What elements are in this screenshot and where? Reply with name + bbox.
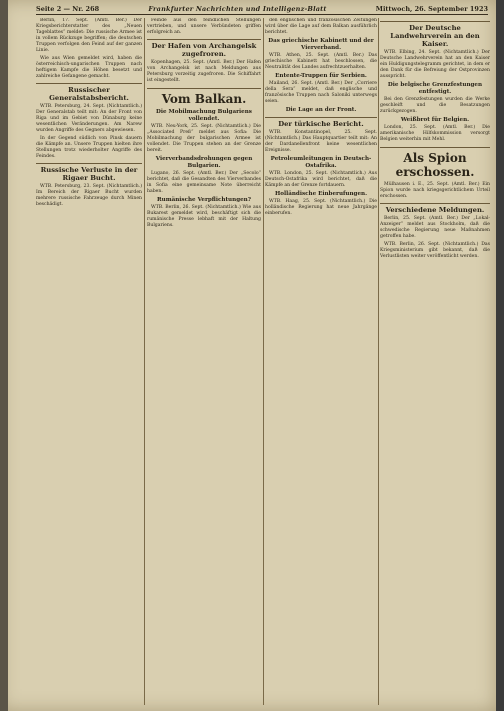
article-paragraph: WTB. Haag, 25. Sept. (Nichtamtlich.) Die holländische Regierung hat neue Jahrgänge einberufen. [265,199,377,216]
article-paragraph: Kopenhagen, 25. Sept. (Amtl. Ber.) Der Hafen von Archangelsk ist nach Meldungen aus Petersburg vorzeitig zugefroren. Die Schiffahrt ist eingestellt. [147,60,261,83]
article-headline: Das griechische Kabinett und der Vierverband. [268,38,374,51]
article-headline: Verschiedene Meldungen. [380,203,490,214]
article-paragraph: Lugano, 26. Sept. (Amtl. Ber.) Der „Secolo“ berichtet, daß die Gesandten des Vierverbandes in Sofia eine gemeinsame Note überreicht haben. [147,171,261,194]
scan-edge [496,0,504,711]
article-headline: Der Deutsche Landwehrverein an den Kaiser. [380,21,490,48]
article-paragraph: Bei den Grenzfestungen wurden die Werke geschleift und die Besatzungen zurückgezogen. [380,97,490,114]
article-paragraph: WTB. Berlin, 26. Sept. (Nichtamtlich.) Das Kriegsministerium gibt bekannt, daß die Verlustlisten weiter veröffentlicht werden. [380,242,490,259]
article-headline: Als Spion erschossen. [380,147,490,179]
article-paragraph: Mülhausen i. E., 25. Sept. (Amtl. Ber.) Ein Spion wurde nach kriegsgerichtlichem Urteil erschossen. [380,182,490,199]
article-headline: Holländische Einberufungen. [274,191,368,197]
article-paragraph: WTB. Petersburg, 23. Sept. (Nichtamtlich.) Im Bereich der Rigaer Bucht wurden mehrere russische Fahrzeuge durch Minen beschädigt. [36,184,142,207]
column-2 [147,18,261,707]
header-masthead: Frankfurter Nachrichten und Intelligenz-Blatt [148,5,327,13]
article-paragraph: Berlin, 17. Sept. (Amtl. Ber.) Der Kriegsberichterstatter des „Neuen Tageblattes“ meldet: Die russische Armee ist in vollem Rückzuge begriffen; die deutschen Truppen verfolgen den Feind auf der ganzen Linie. [36,18,142,53]
header-page-number: Seite 2 — Nr. 268 [36,5,100,13]
article-paragraph: Berlin, 25. Sept. (Amtl. Ber.) Der „Lokal-Anzeiger“ meldet aus Stockholm, daß die schwedische Regierung neue Maßnahmen getroffen habe. [380,216,490,239]
column-4 [380,18,490,707]
article-paragraph: den englischen und französischen Zeitungen wird über die Lage auf dem Balkan ausführlich berichtet. [265,18,377,35]
article-paragraph: WTB. Elbing, 24. Sept. (Nichtamtlich.) Der Deutsche Landwehrverein hat an den Kaiser ein Huldigungstelegramm gerichtet, in dem er den Dank für die Befreiung der Ostprovinzen ausspricht. [380,50,490,79]
article-paragraph: Feinde aus den feindlichen Stellungen vertrieben, und unsere Verbündeten griffen erfolgreich an. [147,18,261,35]
column-1 [36,18,142,707]
article-headline: Rumänische Verpflichtungen? [156,197,252,203]
article-paragraph: WTB. Konstantinopel, 25. Sept. (Nichtamtlich.) Das Hauptquartier teilt mit: An der Dardanellenfront keine wesentlichen Ereignisse. [265,130,377,153]
column-rule [263,18,264,705]
article-headline: Entente-Truppen für Serbien. [275,73,367,79]
column-3 [265,18,377,707]
article-paragraph: WTB. Berlin, 26. Sept. (Nichtamtlich.) Wie aus Bukarest gemeldet wird, beschäftigt sich die rumänische Presse lebhaft mit der Haltung Bulgariens. [147,205,261,228]
binding-strip [0,0,8,711]
article-headline: Weißbrot für Belgien. [400,117,470,123]
column-rule [144,18,145,705]
article-headline: Die belgische Grenzfestungen entfestigt. [387,82,483,95]
article-paragraph: WTB. London, 25. Sept. (Nichtamtlich.) Aus Deutsch-Ostafrika wird berichtet, daß die Kämpfe an der Grenze fortdauern. [265,171,377,188]
article-headline: Russischer Generalstabsbericht. [36,83,142,102]
article-paragraph: WTB. Petersburg, 24. Sept. (Nichtamtlich.) Der Generalstab teilt mit: An der Front von Riga und im Gebiet von Dünaburg keine wesentlichen Veränderungen. Am Narew wurden Angriffe des Gegners abgewiesen. [36,104,142,133]
article-headline: Die Lage an der Front. [285,107,357,113]
page-header [36,4,488,15]
article-paragraph: London, 25. Sept. (Amtl. Ber.) Die amerikanische Hilfskommission versorgt Belgien weiterhin mit Mehl. [380,125,490,142]
header-date: Mittwoch, 26. September 1923 [375,5,488,13]
article-headline: Der türkische Bericht. [265,117,377,128]
article-paragraph: In der Gegend südlich von Pinsk dauern die Kämpfe an. Unsere Truppen hielten ihre Stellungen trotz wiederholter Angriffe des Feindes. [36,136,142,159]
article-headline: Vom Balkan. [147,88,261,106]
article-headline: Russische Verluste in der Rigaer Bucht. [36,163,142,182]
article-paragraph: Wie aus Wien gemeldet wird, haben die österreichisch-ungarischen Truppen nach heftigem Kampfe die Höhen besetzt und zahlreiche Gefangene gemacht. [36,56,142,79]
article-paragraph: Mailand, 26. Sept. (Amtl. Ber.) Der „Corriere della Sera“ meldet, daß englische und französische Truppen nach Saloniki unterwegs seien. [265,81,377,104]
column-rule [378,18,379,705]
article-headline: Die Mobilmachung Bulgariens vollendet. [156,109,252,122]
article-headline: Vierverbandsdrohungen gegen Bulgarien. [155,156,253,169]
article-paragraph: WTB. Neu-York, 25. Sept. (Nichtamtlich.) Die „Associated Preß“ meldet aus Sofia: Die Mobilmachung der bulgarischen Armee ist vollendet. Die Truppen stehen an der Grenze bereit. [147,124,261,153]
article-headline: Petroleumleitungen in Deutsch-Ostafrika. [270,156,372,169]
article-headline: Der Hafen von Archangelsk zugefroren. [147,39,261,58]
article-paragraph: WTB. Athen, 25. Sept. (Amtl. Ber.) Das griechische Kabinett hat beschlossen, die Neutralität des Landes aufrechtzuerhalten. [265,53,377,70]
